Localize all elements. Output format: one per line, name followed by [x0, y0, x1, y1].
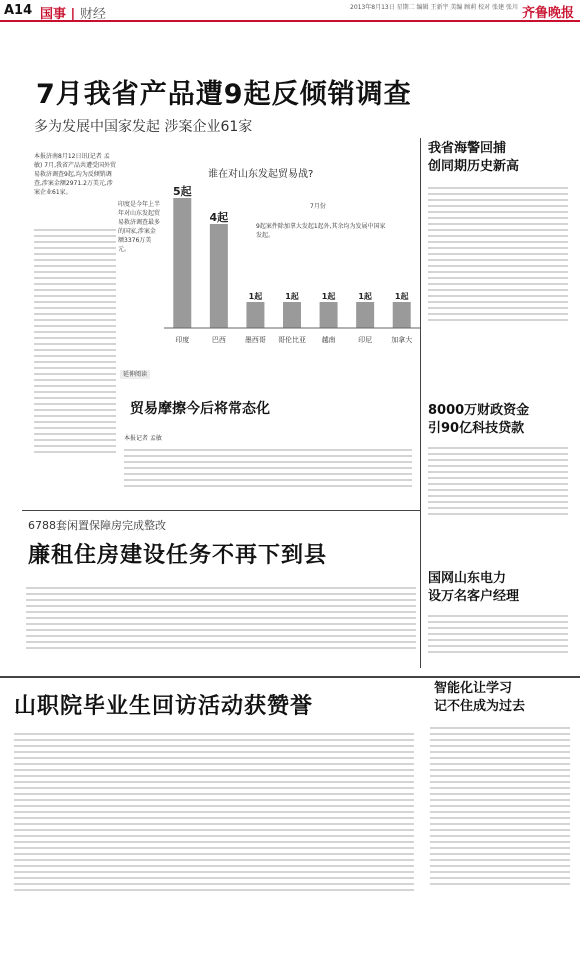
bar-6: [393, 302, 411, 328]
lead-reporter-line: 本报济南8月12日讯(记者 孟敏) 7月,我省产品共遭受国外贸易救济调查9起,均为反倾销调查,涉案金额2971.2万美元,涉案企业61家。: [34, 153, 116, 196]
right-story1-line1: 我省海警回捕: [428, 141, 507, 156]
category-label-3: 哥伦比亚: [278, 336, 306, 344]
category-label-1: 巴西: [211, 336, 226, 344]
right-story3-text: [428, 612, 568, 657]
housing-kicker: 6788套闲置保障房完成整改: [28, 519, 166, 532]
right-story1-headline: [428, 140, 519, 176]
right-story1-text: [428, 184, 568, 325]
bar-value-label-4: 1起: [321, 292, 336, 301]
bar-4: [320, 302, 338, 328]
bottom-divider: [0, 676, 580, 678]
bar-value-label-2: 1起: [248, 292, 263, 301]
housing-headline: 廉租住房建设任务不再下到县: [28, 543, 328, 568]
page-number: A14: [4, 3, 33, 18]
right-story3-line1: 国网山东电力: [428, 571, 507, 586]
commentary-body-text: [124, 446, 412, 491]
commentary-label: 延伸阅读: [120, 370, 150, 379]
housing-body-text: [26, 584, 416, 653]
lead-headline: 7月我省产品遭9起反倾销调查: [36, 79, 412, 110]
section-subname: 财经: [79, 7, 106, 22]
chart-annotation-title: 7月份: [310, 203, 326, 210]
bar-value-label-6: 1起: [394, 292, 409, 301]
bar-value-label-3: 1起: [285, 292, 299, 301]
right-story3-line2: 设万名客户经理: [428, 589, 520, 604]
category-label-6: 加拿大: [391, 336, 413, 344]
column-divider: [420, 138, 421, 668]
right-story2-line2: 引90亿科技贷款: [428, 421, 525, 436]
category-label-2: 墨西哥: [244, 336, 266, 344]
bottom-right-line2: 记不住成为过去: [434, 699, 526, 714]
bottom-right-text: [430, 724, 570, 889]
section-divider: [22, 510, 420, 511]
bar-value-label-5: 1起: [358, 292, 372, 301]
chart-annotation-text: 9起案件除加拿大发起1起外,其余均为发展中国家发起。: [256, 223, 386, 239]
right-story2-text: [428, 444, 568, 519]
commentary-byline: 本报记者 孟敏: [124, 435, 162, 442]
bar-value-label-0: 5起: [172, 185, 192, 198]
header-meta: 2013年8月13日 星期二 编辑 王新宇 美编 顾莉 校对 张建 张川: [350, 4, 518, 11]
bottom-right-line1: 智能化让学习: [434, 681, 513, 696]
section-label: 国事 | 财经: [40, 7, 106, 22]
right-story2-headline: [428, 402, 529, 438]
right-story1-line2: 创同期历史新高: [428, 159, 520, 174]
lead-body-text: [34, 226, 116, 457]
bar-value-label-1: 4起: [209, 211, 229, 224]
masthead-logo: 齐鲁晚报: [522, 6, 575, 21]
right-story3-headline: [428, 570, 519, 606]
category-label-4: 越南: [321, 336, 336, 344]
lead-kicker: 多为发展中国家发起 涉案企业61家: [34, 119, 253, 135]
right-story2-line1: 8000万财政资金: [428, 403, 530, 418]
bottom-body-text: [14, 730, 414, 895]
lead-infobox: 印度是今年上半年对山东发起贸易救济调查最多的国家,涉案金额3376万美元。: [118, 201, 161, 253]
bar-0: [173, 198, 191, 328]
bottom-right-headline: [434, 680, 525, 716]
bottom-headline: 山职院毕业生回访活动获赞誉: [14, 694, 314, 719]
category-label-0: 印度: [175, 336, 190, 344]
commentary-headline: 贸易摩擦今后将常态化: [130, 401, 270, 417]
chart-title: 谁在对山东发起贸易战?: [208, 169, 314, 180]
section-name: 国事: [40, 7, 67, 22]
bar-1: [210, 224, 228, 328]
bar-2: [246, 302, 264, 328]
bar-3: [283, 302, 301, 328]
category-label-5: 印尼: [358, 336, 373, 344]
bar-5: [356, 302, 374, 328]
bar-chart: [164, 178, 420, 358]
